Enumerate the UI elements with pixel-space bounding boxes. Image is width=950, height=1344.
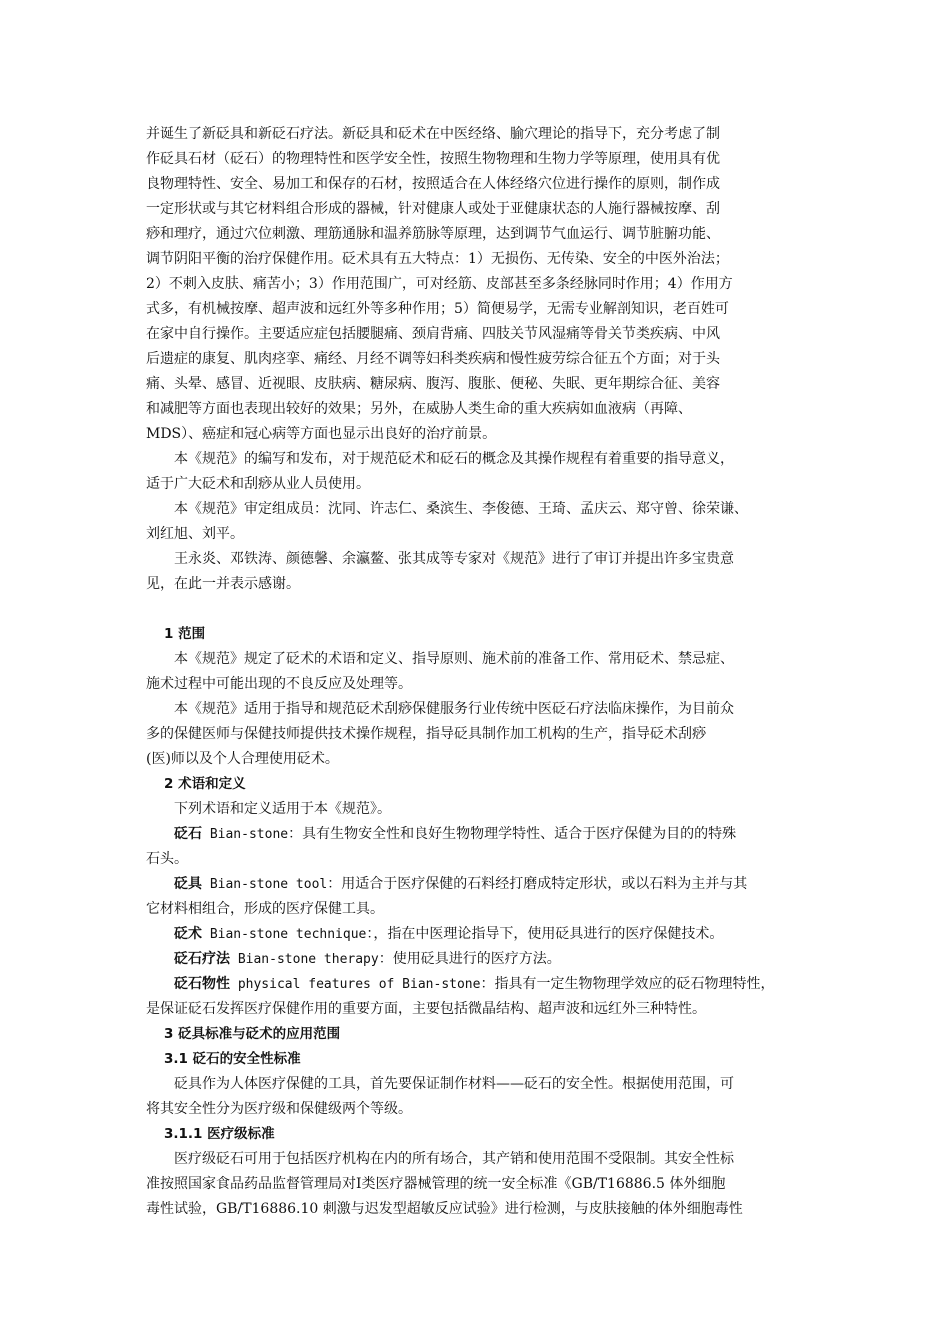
term-english: Bian-stone therapy xyxy=(230,952,379,967)
text-line: 是保证砭石发挥医疗保健作用的重要方面，主要包括微晶结构、超声波和远红外三种特性。 xyxy=(146,1001,706,1017)
text-line: 和减肥等方面也表现出较好的效果；另外，在威胁人类生命的重大疾病如血液病（再障、 xyxy=(146,401,692,417)
term-definition-bianshu xyxy=(146,922,816,947)
term-definition-bianshi xyxy=(146,822,816,872)
term-label: 砭术 xyxy=(174,926,202,942)
text-line: 将其安全性分为医疗级和保健级两个等级。 xyxy=(146,1101,412,1117)
section-spacer xyxy=(146,597,816,622)
text-line: 医疗级砭石可用于包括医疗机构在内的所有场合，其产销和使用范围不受限制。其安全性标 xyxy=(174,1151,734,1167)
intro-paragraph-2 xyxy=(146,447,816,497)
term-english: Bian-stone tool xyxy=(202,877,328,892)
intro-paragraph-3 xyxy=(146,497,816,547)
term-label: 砭具 xyxy=(174,876,202,892)
text-line: (医)师以及个人合理使用砭术。 xyxy=(146,751,339,767)
term-english: physical features of Bian-stone xyxy=(230,977,481,992)
section-1-paragraph-2 xyxy=(146,697,816,772)
text-line: 毒性试验，GB/T16886.10 刺激与迟发型超敏反应试验》进行检测，与皮肤接触的体外细胞毒性 xyxy=(146,1201,743,1217)
term-definition: ：指具有一定生物物理学效应的砭石物理特性， xyxy=(480,976,775,992)
section-heading-2: 2 术语和定义 xyxy=(164,776,246,792)
text-line: 式多，有机械按摩、超声波和远红外等多种作用；5）简便易学，无需专业解剖知识，老百姓可 xyxy=(146,301,729,317)
term-definition: ：，指在中医理论指导下，使用砭具进行的医疗保健技术。 xyxy=(366,926,724,942)
text-line: 本《规范》规定了砭术的术语和定义、指导原则、施术前的准备工作、常用砭术、禁忌症、 xyxy=(174,651,734,667)
section-2-lead: 下列术语和定义适用于本《规范》。 xyxy=(174,801,391,817)
intro-paragraph-1 xyxy=(146,122,816,447)
text-line: 后遗症的康复、肌肉痉挛、痛经、月经不调等妇科类疾病和慢性疲劳综合征五个方面；对于头 xyxy=(146,351,720,367)
text-line: 调节阴阳平衡的治疗保健作用。砭术具有五大特点：1）无损伤、无传染、安全的中医外治法； xyxy=(146,251,729,267)
text-line: 王永炎、邓铁涛、颜德馨、余瀛鳌、张其成等专家对《规范》进行了审订并提出许多宝贵意 xyxy=(174,551,734,567)
term-definition: ：具有生物安全性和良好生物物理学特性、适合于医疗保健为目的的特殊 xyxy=(288,826,737,842)
subsection-heading-3-1: 3.1 砭石的安全性标准 xyxy=(164,1051,301,1067)
text-line: 本《规范》的编写和发布，对于规范砭术和砭石的概念及其操作规程有着重要的指导意义， xyxy=(174,451,734,467)
text-line: 石头。 xyxy=(146,851,188,867)
term-definition-bianju xyxy=(146,872,816,922)
text-line: 一定形状或与其它材料组合形成的器械，针对健康人或处于亚健康状态的人施行器械按摩、刮 xyxy=(146,201,720,217)
term-label: 砭石疗法 xyxy=(174,951,230,967)
text-line: 刘红旭、刘平。 xyxy=(146,526,244,542)
text-line: 在家中自行操作。主要适应症包括腰腿痛、颈肩背痛、四肢关节风湿痛等骨关节类疾病、中风 xyxy=(146,326,720,342)
text-line: 准按照国家食品药品监督管理局对Ⅰ类医疗器械管理的统一安全标准《GB/T16886.5 体外细胞 xyxy=(146,1176,726,1192)
text-line: 本《规范》审定组成员：沈同、许志仁、桑滨生、李俊德、王琦、孟庆云、郑守曾、徐荣谦、 xyxy=(174,501,748,517)
text-line: 良物理特性、安全、易加工和保存的石材，按照适合在人体经络穴位进行操作的原则，制作成 xyxy=(146,176,720,192)
term-english: Bian-stone technique xyxy=(202,927,367,942)
term-definition-physical-features xyxy=(146,972,816,1022)
term-english: Bian-stone xyxy=(202,827,289,842)
text-line: 痧和理疗，通过穴位刺激、理筋通脉和温养筋脉等原理，达到调节气血运行、调节脏腑功能、 xyxy=(146,226,720,242)
document-page xyxy=(146,122,816,1222)
text-line: 见，在此一并表示感谢。 xyxy=(146,576,300,592)
text-line: 痛、头晕、感冒、近视眼、皮肤病、糖尿病、腹泻、腹胀、便秘、失眠、更年期综合征、美容 xyxy=(146,376,720,392)
section-3-1-paragraph xyxy=(146,1072,816,1122)
term-definition: ：用适合于医疗保健的石料经打磨成特定形状，或以石料为主并与其 xyxy=(327,876,748,892)
term-label: 砭石物性 xyxy=(174,976,230,992)
text-line: 本《规范》适用于指导和规范砭术刮痧保健服务行业传统中医砭石疗法临床操作，为目前众 xyxy=(174,701,734,717)
term-definition-therapy xyxy=(146,947,816,972)
text-line: 多的保健医师与保健技师提供技术操作规程，指导砭具制作加工机构的生产，指导砭术刮痧 xyxy=(146,726,706,742)
text-line: MDS）、癌症和冠心病等方面也显示出良好的治疗前景。 xyxy=(146,426,497,442)
text-line: 作砭具石材（砭石）的物理特性和医学安全性，按照生物物理和生物力学等原理，使用具有优 xyxy=(146,151,720,167)
text-line: 它材料相组合，形成的医疗保健工具。 xyxy=(146,901,384,917)
text-line: 施术过程中可能出现的不良反应及处理等。 xyxy=(146,676,412,692)
text-line: 适于广大砭术和刮痧从业人员使用。 xyxy=(146,476,370,492)
intro-paragraph-4 xyxy=(146,547,816,597)
section-heading-3: 3 砭具标准与砭术的应用范围 xyxy=(164,1026,341,1042)
subsection-heading-3-1-1: 3.1.1 医疗级标准 xyxy=(164,1126,275,1142)
term-label: 砭石 xyxy=(174,826,202,842)
text-line: 2）不刺入皮肤、痛苦小；3）作用范围广，可对经筋、皮部甚至多条经脉同时作用；4）作用方 xyxy=(146,276,733,292)
term-definition: ：使用砭具进行的医疗方法。 xyxy=(378,951,561,967)
text-line: 并诞生了新砭具和新砭石疗法。新砭具和砭术在中医经络、腧穴理论的指导下，充分考虑了制 xyxy=(146,126,720,142)
section-3-1-1-paragraph xyxy=(146,1147,816,1222)
section-heading-1: 1 范围 xyxy=(164,626,206,642)
section-1-paragraph-1 xyxy=(146,647,816,697)
text-line: 砭具作为人体医疗保健的工具，首先要保证制作材料——砭石的安全性。根据使用范围，可 xyxy=(174,1076,734,1092)
